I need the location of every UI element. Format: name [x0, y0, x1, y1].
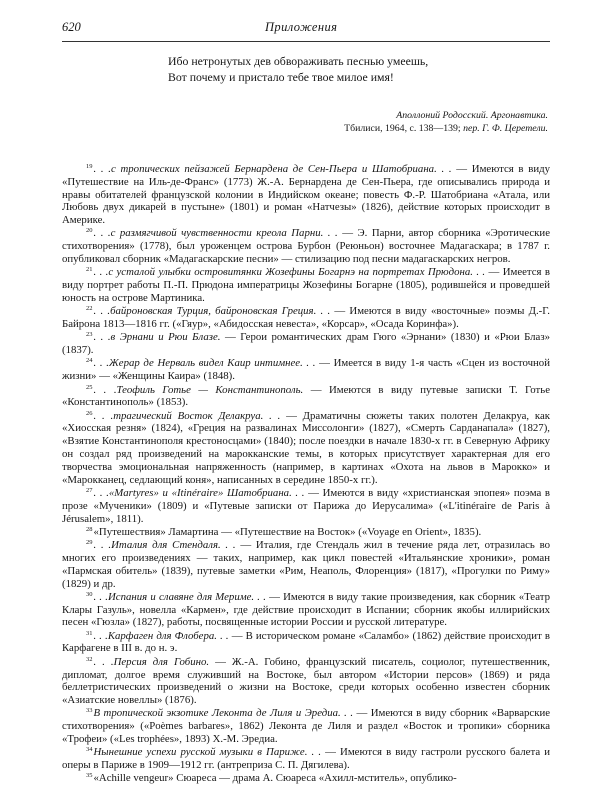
epigraph-line-1: Ибо нетронутых дев обвораживать песнью умеешь, [168, 54, 429, 68]
note-text: — Герои романтических драм Гюго «Эрнани» (1830) и «Рюи Блаз» (1837). [62, 331, 550, 357]
note-text: — Э. Парни, автор сборника «Эротические стихотворения» (1778), был уроженцем острова Бурбон (Реюньон) восточнее Мадагаскара; в 1787 г. опубликовал сборник «Мадагаскарские песни» — стилизацию под песни мадагаскарских негров. [62, 227, 550, 266]
note-number: 25 [86, 383, 93, 391]
epigraph-source-author: Аполлоний Родосский. Аргонавтика. [396, 110, 548, 121]
note-lead: В тропической экзотике Леконта де Лиля и Эредиа. . . [93, 707, 354, 720]
note-item [62, 591, 550, 629]
note-number: 27 [86, 486, 93, 494]
note-item [62, 163, 550, 227]
note-number: 23 [86, 331, 93, 339]
note-lead: . . .«Martyres» и «Itinéraire» Шатобриана. . . [93, 486, 305, 499]
note-text: — Имеются в виду такие произведения, как сборник «Театр Клары Газуль», новелла «Кармен», где действие происходит в Испании; сборник якобы иллирийских песен «Гюзла» (1827), работы, посвященные истории России и русской литературе. [62, 590, 550, 629]
note-number: 24 [86, 357, 93, 365]
note-text: — Имеются в виду «восточные» поэмы Д.-Г. Байрона 1813—1816 гг. («Гяур», «Абидосская невеста», «Корсар», «Осада Коринфа»). [62, 305, 550, 331]
note-number: 21 [86, 266, 93, 274]
note-lead: . . .Карфаген для Флобера. . . [93, 629, 229, 642]
note-number: 29 [86, 539, 93, 547]
note-lead: . . .с тропических пейзажей Бернардена де Сен-Пьера и Шатобриана. . . [93, 163, 452, 175]
note-text: — Имеются в виду сборник «Варварские стихотворения» («Poèmes barbares», 1862) Леконта де Лиля и раздел «Восток и тропики» сборника «Трофеи» («Les trophées», 1893) Х.-М. Эредиа. [62, 707, 551, 746]
note-text: — Имеются в виду путевые записки Т. Готье «Константинополь» (1853). [62, 383, 550, 409]
page-header [62, 20, 550, 35]
epigraph-source-translator: пер. Г. Ф. Церетели. [463, 122, 548, 134]
note-text: — В историческом романе «Саламбо» (1862) действие происходит в Карфагене в III в. до н. э. [62, 629, 550, 655]
note-number: 31 [86, 629, 93, 637]
note-lead: . . .трагический Восток Делакруа. . . [93, 409, 281, 422]
note-lead: . . .байроновская Турция, байроновская Греция. . . [93, 305, 331, 318]
note-item [62, 539, 550, 590]
note-number: 33 [86, 707, 93, 715]
note-text: — Имеется в виду портрет работы П.-П. Прюдона императрицы Жозефины Богарне (1805), родившейся и проведшей юность на острове Мартиника. [62, 266, 550, 304]
epigraph-source-details-plain: Тбилиси, 1964, с. 138—139; [344, 122, 461, 134]
running-title: Приложения [265, 20, 338, 34]
note-number: 22 [86, 305, 93, 313]
note-item [62, 656, 550, 707]
note-text: — Ж.-А. Гобино, французский писатель, социолог, путешественник, дипломат, долгое время служивший на Востоке, был автором «Истории персов» (1869) и ряда беллетристических произведений о жизни на Востоке, среди которых особенно известен сборник «Азиатские новеллы» (1876). [62, 655, 551, 707]
note-lead: . . .Испания и славяне для Мериме. . . [93, 590, 266, 603]
note-item [62, 266, 550, 304]
note-number: 34 [86, 746, 93, 754]
notes-list [62, 163, 550, 786]
note-item [62, 526, 550, 539]
note-item [62, 305, 550, 331]
note-number: 20 [86, 227, 93, 235]
note-item [62, 227, 550, 265]
epigraph-line-2: Вот почему и пристало тебе твое милое имя! [168, 69, 394, 84]
note-lead: . . .Жерар де Нерваль видел Каир интимнее. . . [93, 357, 316, 370]
note-text: — Имеются в виду «христианская эпопея» поэма в прозе «Мученики» (1809) и «Путевые записки от Парижа до Иерусалима» («L'itinéraire de Paris à Jérusalem», 1811). [62, 486, 550, 525]
note-item [62, 487, 550, 525]
note-item [62, 410, 550, 487]
note-lead: . . .Италия для Стендаля. . . [93, 539, 236, 552]
note-number: 30 [86, 590, 93, 598]
note-item [62, 772, 550, 785]
note-lead: . . .Персия для Гобино. [93, 655, 210, 668]
note-number: 32 [86, 655, 93, 663]
note-item [62, 630, 550, 656]
note-item [62, 357, 550, 383]
note-lead: . . .Теофиль Готье — Константинополь. [93, 383, 304, 396]
note-number: 26 [86, 409, 93, 417]
note-number: 19 [86, 163, 93, 170]
note-text: — Имеются в виду «Путешествие на Иль-де-Франс» (1773) Ж.-А. Бернардена де Сен-Пьера, где описывались природа и нравы обитателей французской колонии в Индийском океане; повесть Ф.-Р. Шатобриана «Атала, или Любовь двух дикарей в пустыне» (1801) и роман «Натчезы» (1826), действие которых происходит в Америке. [62, 163, 550, 227]
epigraph-source [248, 110, 548, 135]
note-text: «Achille vengeur» Сюареса — драма А. Сюареса «Ахилл-мститель», опублико- [93, 772, 457, 785]
note-text: — Драматичны сюжеты таких полотен Делакруа, как «Хиосская резня» (1824), «Греция на развалинах Миссолонги» (1827), «Смерть Сарданапала» (1827), «Взятие Константинополя крестоносцами» (1840); после поездки в начале 1830-х гг. в Северную Африку он создал ряд произведений на марокканские темы, в которых присутствует характерная для его творчества эмоциональная напряженность (например, в картинах «Охота на львов в Марокко» и «Марокканец, седлающий коня», написанных в середине 1850-х гг.). [62, 409, 550, 486]
note-lead: Нынешние успехи русской музыки в Париже. . . [93, 746, 322, 759]
note-number: 35 [86, 772, 93, 780]
note-item [62, 331, 550, 357]
note-number: 28 [86, 525, 93, 533]
note-lead: . . .с размягчивой чувственности креола Парни. . . [93, 227, 338, 240]
note-text: — Имеется в виду 1-я часть «Сцен из восточной жизни» — «Женщины Каира» (1848). [62, 357, 550, 383]
page-number: 620 [62, 20, 81, 34]
note-text: — Италия, где Стендаль жил в течение ряда лет, отразилась во многих его произведениях — таких, например, как цикл повестей «Итальянские хроники», роман «Пармская обитель» (1839), путевые заметки «Рим, Неаполь, Флоренция» (1817), «Прогулки по Риму» (1829) и др. [62, 539, 551, 590]
epigraph [168, 54, 548, 85]
note-text: — Имеются в виду гастроли русского балета и оперы в Париже в 1909—1912 гг. (антреприза С. П. Дягилева). [62, 746, 550, 772]
note-item [62, 746, 550, 772]
note-item [62, 384, 550, 410]
epigraph-source-details [248, 123, 548, 136]
note-lead: . . .с усталой улыбки островитянки Жозефины Богарнэ на портретах Прюдона. . . [93, 266, 486, 279]
note-lead: . . .в Эрнани и Рюи Блазе. [93, 331, 221, 344]
note-text: «Путешествия» Ламартина — «Путешествие на Восток» («Voyage en Orient», 1835). [93, 525, 482, 538]
note-item [62, 707, 550, 745]
header-rule [62, 41, 550, 42]
